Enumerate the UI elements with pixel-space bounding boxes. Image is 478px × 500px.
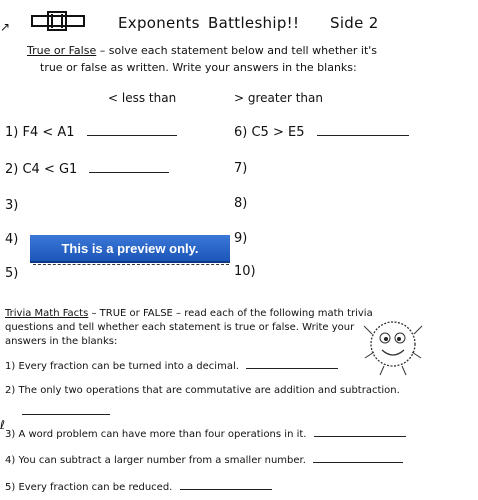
preview-banner: This is a preview only. <box>30 235 230 263</box>
question-5: 5) <box>5 266 19 281</box>
trivia-item-2: 2) The only two operations that are commutative are addition and subtraction. <box>5 385 400 396</box>
instruction-line-1: True or False – solve each statement below and tell whether it's <box>27 44 378 57</box>
question-6: 6) C5 > E5 <box>234 124 409 140</box>
question-7: 7) <box>234 161 248 176</box>
banner-dashes <box>33 264 229 265</box>
answer-blank[interactable] <box>87 124 177 136</box>
answer-blank[interactable] <box>89 161 169 173</box>
trivia-heading: Trivia Math Facts <box>5 308 89 319</box>
trivia-item-3: 3) A word problem can have more than four operations in it. <box>5 425 406 440</box>
margin-mark: ℓ <box>0 418 5 432</box>
legend-greater-than: > greater than <box>234 91 323 105</box>
answer-blank[interactable] <box>317 124 409 136</box>
question-8: 8) <box>234 196 248 211</box>
trivia-item-1: 1) Every fraction can be turned into a decimal. <box>5 357 338 372</box>
page-title-2: Battleship!! <box>208 14 300 32</box>
question-10: 10) <box>234 264 256 279</box>
true-false-heading: True or False <box>27 44 97 57</box>
answer-blank[interactable] <box>314 425 406 437</box>
battleship-icon <box>30 10 86 36</box>
question-9: 9) <box>234 231 248 246</box>
answer-blank[interactable] <box>180 478 272 490</box>
trivia-line-1: Trivia Math Facts – TRUE or FALSE – read each of the following math trivia <box>5 308 373 319</box>
answer-blank[interactable] <box>313 451 403 463</box>
cartoon-character-icon <box>360 312 426 382</box>
trivia-line-2: questions and tell whether each statement is true or false. Write your <box>5 322 355 333</box>
trivia-item-2-blank[interactable] <box>22 400 110 419</box>
legend-less-than: < less than <box>108 91 177 105</box>
margin-mark: ↗ <box>0 20 11 34</box>
instruction-line-2: true or false as written. Write your answers in the blanks: <box>40 61 357 74</box>
side-label: Side 2 <box>330 14 379 32</box>
trivia-line-3: answers in the blanks: <box>5 336 118 347</box>
answer-blank[interactable] <box>246 357 338 369</box>
question-2: 2) C4 < G1 <box>5 161 169 177</box>
trivia-item-5: 5) Every fraction can be reduced. <box>5 478 272 493</box>
question-4: 4) <box>5 232 19 247</box>
question-1: 1) F4 < A1 <box>5 124 177 140</box>
trivia-item-4: 4) You can subtract a larger number from a smaller number. <box>5 451 403 466</box>
question-3: 3) <box>5 198 19 213</box>
page-title: Exponents <box>118 14 200 32</box>
